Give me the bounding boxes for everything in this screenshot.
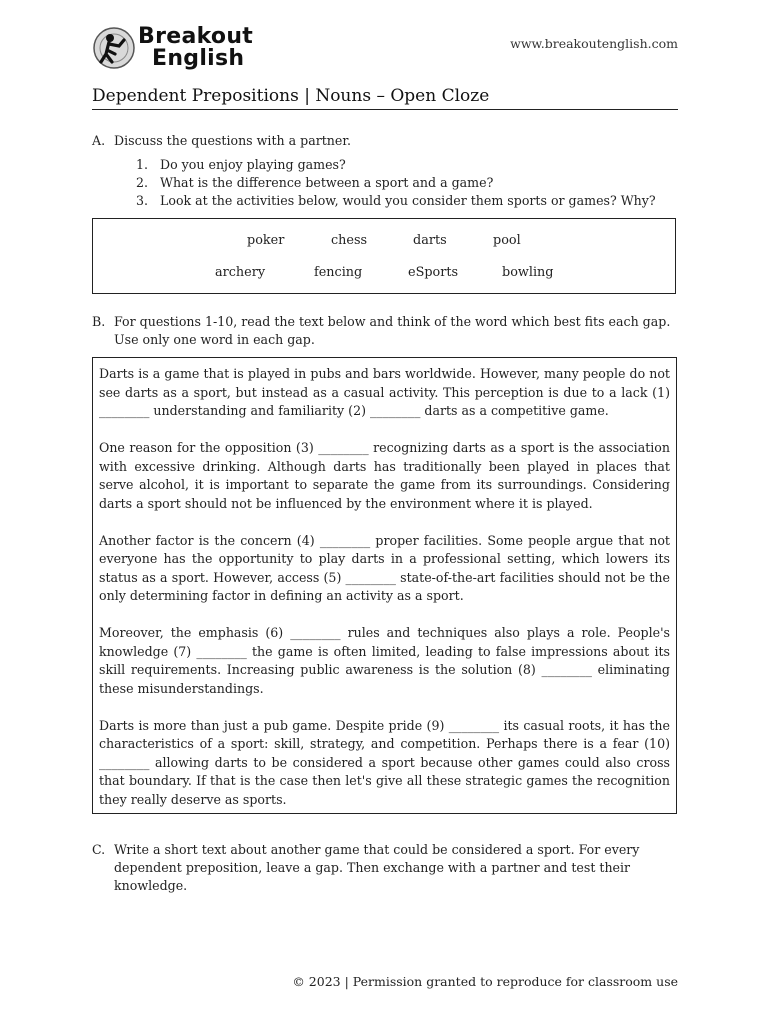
activity-word: darts	[413, 233, 447, 248]
darts-player-logo-icon	[92, 26, 136, 70]
copyright-footer: © 2023 | Permission granted to reproduce for classroom use	[292, 974, 678, 989]
cloze-paragraph: Moreover, the emphasis (6) ________ rules and techniques also plays a role. People's knowledge (7) ________ the game is often limited, leading to false impressions about its skill requirements. Increasing public awareness is the solution (8) ________ eliminating these misunderstandings.	[99, 625, 670, 696]
question-item	[136, 192, 656, 210]
section-c-instruction: Write a short text about another game that could be considered a sport. For every dependent preposition, leave a gap. Then exchange with a partner and test their knowledge.	[114, 842, 640, 893]
cloze-paragraph: One reason for the opposition (3) ________ recognizing darts as a sport is the association with excessive drinking. Although darts has traditionally been played in places that serve alcohol, it is important to separate the game from its surroundings. Considering darts a sport should not be influenced by the environment where it is played.	[99, 440, 670, 511]
breakout-english-logo	[92, 26, 253, 70]
activity-word: fencing	[314, 265, 363, 280]
cloze-text-box	[92, 357, 677, 814]
question-number: 2.	[136, 175, 149, 190]
question-text: Do you enjoy playing games?	[160, 157, 346, 172]
question-number: 3.	[136, 193, 149, 208]
activity-word: poker	[247, 233, 285, 248]
question-text: What is the difference between a sport and a game?	[160, 175, 494, 190]
section-a-instruction: Discuss the questions with a partner.	[114, 133, 351, 148]
activity-word: bowling	[502, 265, 554, 280]
page-header	[92, 24, 678, 80]
question-text: Look at the activities below, would you consider them sports or games? Why?	[160, 193, 656, 208]
activities-box	[92, 218, 676, 294]
question-number: 1.	[136, 157, 149, 172]
page-title: Dependent Prepositions | Nouns – Open Cloze	[92, 86, 678, 110]
question-item	[136, 156, 656, 174]
logo-wordmark	[138, 26, 253, 70]
logo-line-2: English	[152, 46, 245, 71]
section-b-instruction: For questions 1-10, read the text below and think of the word which best fits each gap. Use only one word in each gap.	[114, 314, 671, 347]
section-a	[92, 132, 678, 150]
cloze-paragraph: Another factor is the concern (4) ________ proper facilities. Some people argue that not everyone has the opportunity to play darts in a professional setting, which lowers its status as a sport. However, access (5) ________ state-of-the-art facilities should not be the only determining factor in defining an activity as a sport.	[99, 532, 670, 603]
logo-line-1: Breakout	[138, 24, 254, 49]
question-item	[136, 174, 656, 192]
site-url-link[interactable]: www.breakoutenglish.com	[510, 36, 678, 51]
section-a-letter: A.	[92, 133, 106, 148]
section-c	[92, 841, 678, 895]
discussion-questions	[136, 156, 656, 210]
cloze-paragraph: Darts is a game that is played in pubs and bars worldwide. However, many people do not see darts as a sport, but instead as a casual activity. This perception is due to a lack (1) ________ understanding and familiarity (2) ________ darts as a competitive game.	[99, 366, 670, 418]
activity-word: pool	[493, 233, 521, 248]
section-b	[92, 313, 678, 349]
section-c-letter: C.	[92, 842, 106, 857]
cloze-paragraph: Darts is more than just a pub game. Despite pride (9) ________ its casual roots, it has the characteristics of a sport: skill, strategy, and competition. Perhaps there is a fear (10) ________ allowing darts to be considered a sport because other games could also cross that boundary. If that is the case then let's give all these strategic games the recognition they really deserve as sports.	[99, 717, 670, 807]
section-b-letter: B.	[92, 314, 106, 329]
activity-word: chess	[331, 233, 368, 248]
activity-word: archery	[215, 265, 266, 280]
activity-word: eSports	[408, 265, 459, 280]
